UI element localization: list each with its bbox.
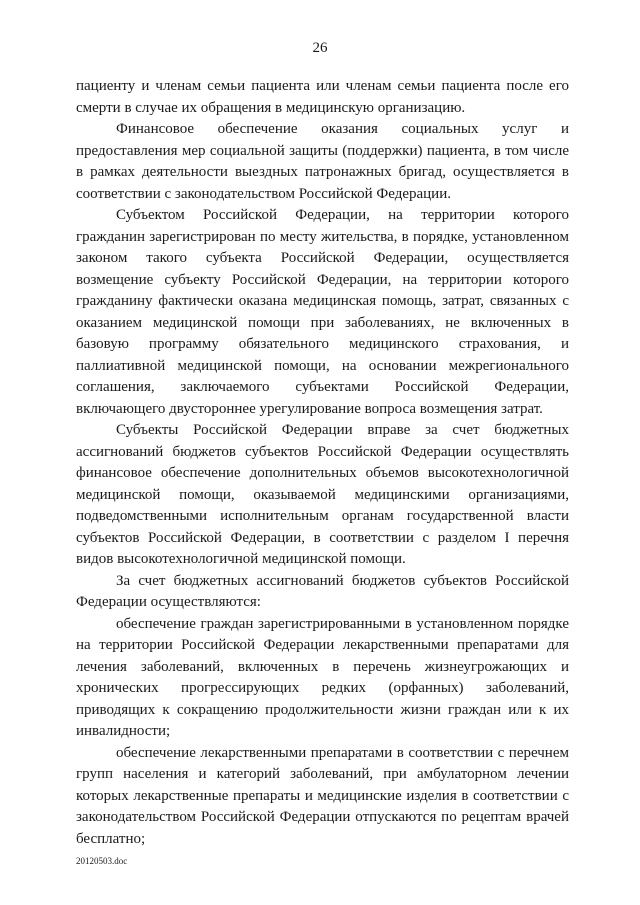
page-number: 26 bbox=[312, 40, 328, 56]
document-body bbox=[76, 76, 569, 850]
paragraph-free-prescriptions: обеспечение лекарственными препаратами в соответствии с перечнем групп населения и категорий заболеваний, при амбулаторном лечении которых лекарственные препараты и медицинские изделия в соответствии с законодательством Российской Федерации отпускаются по рецептам врачей бесплатно; bbox=[76, 744, 569, 847]
paragraph-cost-reimbursement: Субъектом Российской Федерации, на территории которого гражданин зарегистрирован по месту жительства, в порядке, установленном законом такого субъекта Российской Федерации, осуществляется возмещение субъекту Российской Федерации, на территории которого гражданину фактически оказана медицинская помощь, затрат, связанных с оказанием медицинской помощи при заболеваниях, не включенных в базовую программу обязательного медицинского страхования, и паллиативной медицинской помощи, на основании межрегионального соглашения, заключаемого субъектами Российской Федерации, включающего двустороннее урегулирование вопроса возмещения затрат. bbox=[76, 207, 569, 417]
file-name-footer: 20120503.doc bbox=[76, 856, 128, 866]
paragraph-continuation: пациенту и членам семьи пациента или членам семьи пациента после его смерти в случае их обращения в медицинскую организацию. bbox=[76, 78, 569, 116]
paragraph-orphan-drugs: обеспечение граждан зарегистрированными в установленном порядке на территории Российской Федерации лекарственными препаратами для лечения заболеваний, включенных в перечень жизнеугрожающих и хронических прогрессирующих редких (орфанных) заболеваний, приводящих к сокращению продолжительности жизни граждан или к их инвалидности; bbox=[76, 615, 569, 739]
paragraph-budget-intro: За счет бюджетных ассигнований бюджетов субъектов Российской Федерации осуществляются: bbox=[76, 572, 569, 610]
paragraph-social-services-funding: Финансовое обеспечение оказания социальных услуг и предоставления мер социальной защиты (поддержки) пациента, в том числе в рамках деятельности выездных патронажных бригад, осуществляется в соответствии с законодательством Российской Федерации. bbox=[76, 121, 569, 202]
paragraph-high-tech-care: Субъекты Российской Федерации вправе за счет бюджетных ассигнований бюджетов субъектов Российской Федерации осуществлять финансовое обеспечение дополнительных объемов высокотехнологичной медицинской помощи, оказываемой медицинскими организациями, подведомственными исполнительным органам государственной власти субъектов Российской Федерации, в соответствии с разделом I перечня видов высокотехнологичной медицинской помощи. bbox=[76, 422, 569, 567]
